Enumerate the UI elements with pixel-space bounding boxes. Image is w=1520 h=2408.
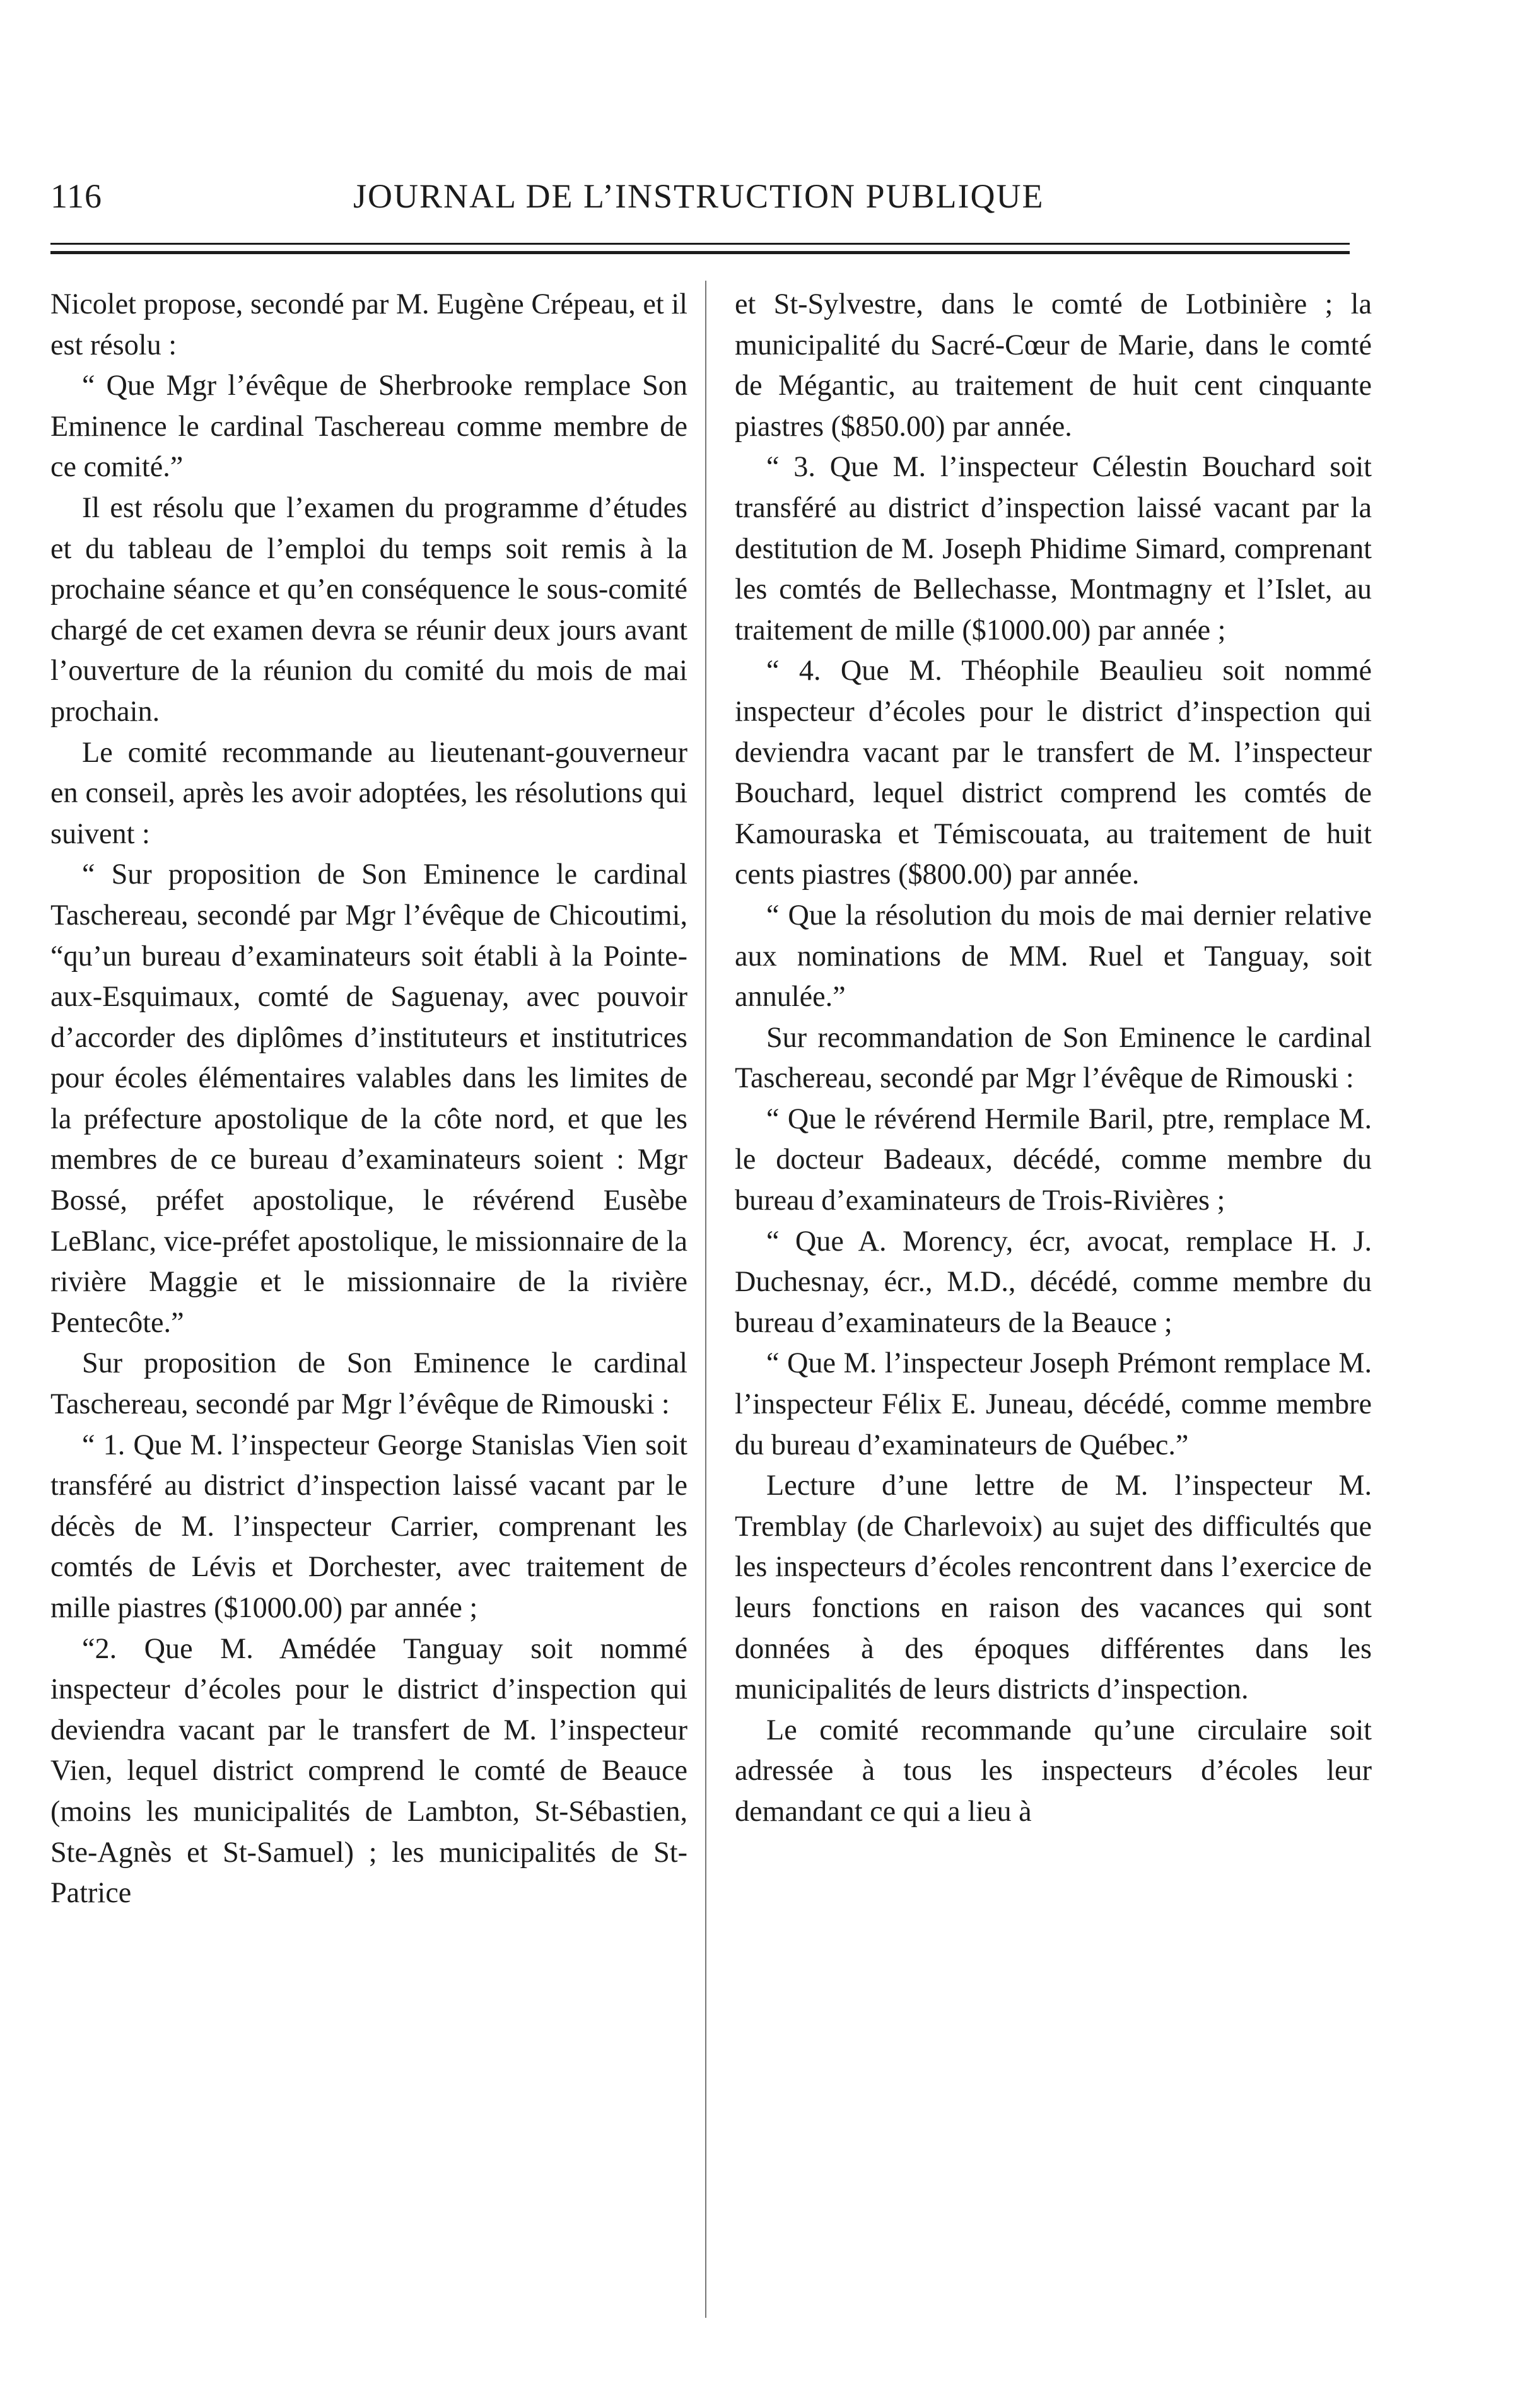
- paragraph: “2. Que M. Amédée Tanguay soit nommé inspecteur d’écoles pour le district d’inspection qui deviendra vacant par le transfert de M. l’inspecteur Vien, lequel district comprend le comté de Beauce (moins les municipalités de Lambton, St-Sébastien, Ste-Agnès et St-Samuel) ; les municipalités de St-Patrice: [50, 1632, 687, 1909]
- paragraph: “ Que Mgr l’évêque de Sherbrooke remplace Son Eminence le cardinal Taschereau comme membre de ce comité.”: [50, 369, 687, 483]
- paragraph: “ Sur proposition de Son Eminence le cardinal Taschereau, secondé par Mgr l’évêque de Chicoutimi, “qu’un bureau d’examinateurs soit établi à la Pointe-aux-Esquimaux, comté de Saguenay, avec pouvoir d’accorder des diplômes d’instituteurs et institutrices pour écoles élémentaires valables dans les limites de la préfecture apostolique de la côte nord, et que les membres de ce bureau d’examinateurs soient : Mgr Bossé, préfet apostolique, le révérend Eusèbe LeBlanc, vice-préfet apostolique, le missionnaire de la rivière Maggie et le missionnaire de la rivière Pentecôte.”: [50, 858, 687, 1338]
- right-column: [735, 284, 1372, 1832]
- paragraph: “ 1. Que M. l’inspecteur George Stanislas Vien soit transféré au district d’inspection laissé vacant par le décès de M. l’inspecteur Carrier, comprenant les comtés de Lévis et Dorchester, avec traitement de mille piastres ($1000.00) par année ;: [50, 1428, 687, 1623]
- paragraph: Sur recommandation de Son Eminence le cardinal Taschereau, secondé par Mgr l’évêque de Rimouski :: [735, 1020, 1372, 1094]
- header-rule: [50, 243, 1350, 245]
- paragraph: “ Que M. l’inspecteur Joseph Prémont remplace M. l’inspecteur Félix E. Juneau, décédé, comme membre du bureau d’examinateurs de Québec.”: [735, 1347, 1372, 1461]
- paragraph: et St-Sylvestre, dans le comté de Lotbinière ; la municipalité du Sacré-Cœur de Marie, dans le comté de Mégantic, au traitement de huit cent cinquante piastres ($850.00) par année.: [735, 288, 1372, 442]
- paragraph: Le comité recommande au lieutenant-gouverneur en conseil, après les avoir adoptées, les résolutions qui suivent :: [50, 735, 687, 850]
- left-column: [50, 284, 687, 1914]
- paragraph: “ 4. Que M. Théophile Beaulieu soit nommé inspecteur d’écoles pour le district d’inspection qui deviendra vacant par le transfert de M. l’inspecteur Bouchard, lequel district comprend les comtés de Kamouraska et Témiscouata, au traitement de huit cents piastres ($800.00) par année.: [735, 654, 1372, 891]
- paragraph: “ Que la résolution du mois de mai dernier relative aux nominations de MM. Ruel et Tanguay, soit annulée.”: [735, 898, 1372, 1013]
- page-number: 116: [50, 177, 102, 215]
- paragraph: Lecture d’une lettre de M. l’inspecteur M. Tremblay (de Charlevoix) au sujet des difficultés que les inspecteurs d’écoles rencontrent dans l’exercice de leurs fonctions en raison des vacances qui sont données à des époques différentes dans les municipalités de leurs districts d’inspection.: [735, 1469, 1372, 1705]
- paragraph: “ Que le révérend Hermile Baril, ptre, remplace M. le docteur Badeaux, décédé, comme membre du bureau d’examinateurs de Trois-Rivières ;: [735, 1102, 1372, 1217]
- header-rule-double: [50, 251, 1350, 254]
- paragraph: “ Que A. Morency, écr, avocat, remplace H. J. Duchesnay, écr., M.D., décédé, comme membre du bureau d’examinateurs de la Beauce ;: [735, 1224, 1372, 1338]
- paragraph: Il est résolu que l’examen du programme d’études et du tableau de l’emploi du temps soit remis à la prochaine séance et qu’en conséquence le sous-comité chargé de cet examen devra se réunir deux jours avant l’ouverture de la réunion du comité du mois de mai prochain.: [50, 491, 687, 727]
- paragraph: Le comité recommande qu’une circulaire soit adressée à tous les inspecteurs d’écoles leur demandant ce qui a lieu à: [735, 1713, 1372, 1827]
- paragraph: Sur proposition de Son Eminence le cardinal Taschereau, secondé par Mgr l’évêque de Rimouski :: [50, 1347, 687, 1420]
- column-divider: [705, 281, 706, 2318]
- paragraph: Nicolet propose, secondé par M. Eugène Crépeau, et il est résolu :: [50, 288, 687, 361]
- running-title: JOURNAL DE L’INSTRUCTION PUBLIQUE: [353, 177, 1044, 215]
- paragraph: “ 3. Que M. l’inspecteur Célestin Bouchard soit transféré au district d’inspection laissé vacant par la destitution de M. Joseph Phidime Simard, comprenant les comtés de Bellechasse, Montmagny et l’Islet, au traitement de mille ($1000.00) par année ;: [735, 450, 1372, 646]
- page-header: [50, 177, 1350, 233]
